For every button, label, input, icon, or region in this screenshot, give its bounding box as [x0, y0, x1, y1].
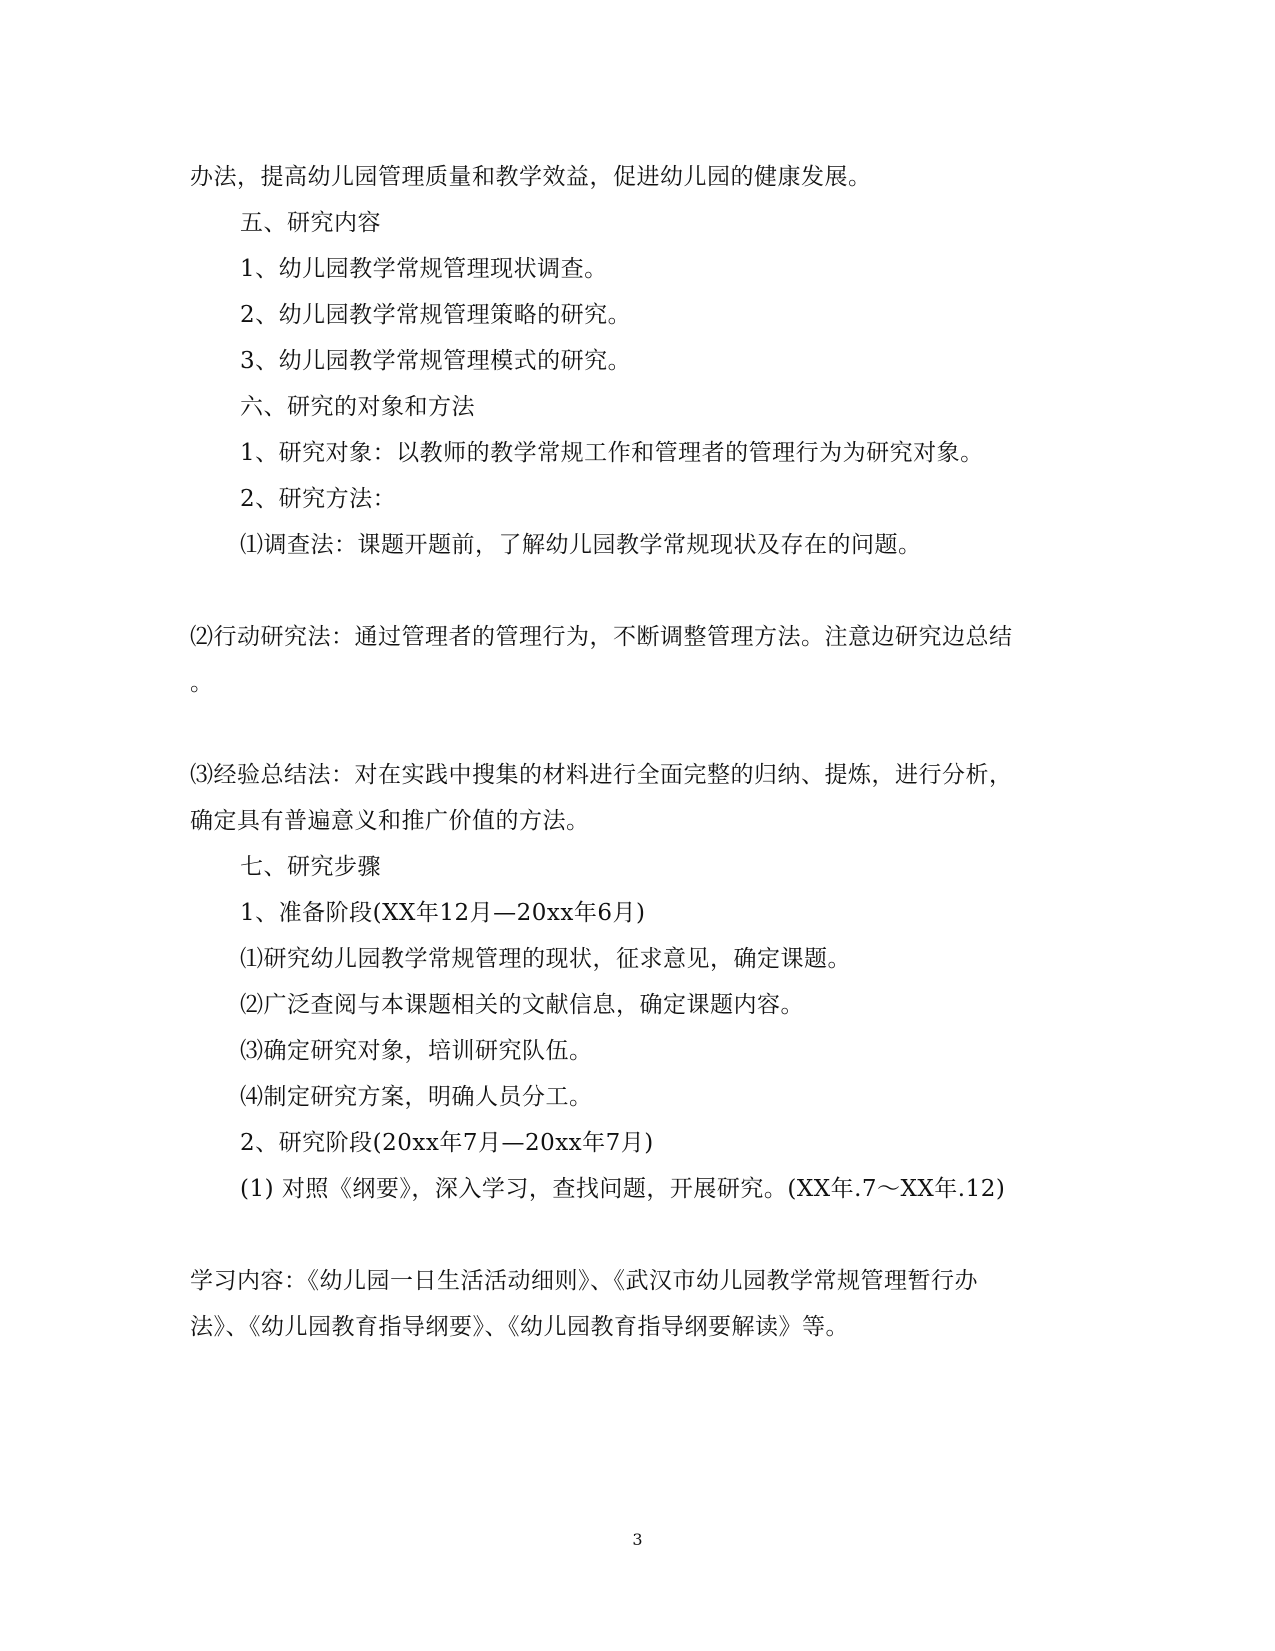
paragraph-continuation: 法》、《幼儿园教育指导纲要》、《幼儿园教育指导纲要解读》等。	[190, 1314, 849, 1340]
list-item: 1、幼儿园教学常规管理现状调查。	[240, 256, 608, 282]
list-item: 2、研究阶段(20xx年7月—20xx年7月)	[240, 1130, 654, 1156]
sub-list-item: ⑶确定研究对象，培训研究队伍。	[240, 1038, 593, 1064]
section-heading-7: 七、研究步骤	[240, 854, 381, 880]
list-item: 2、幼儿园教学常规管理策略的研究。	[240, 302, 632, 328]
paragraph-continuation: 办法，提高幼儿园管理质量和教学效益，促进幼儿园的健康发展。	[190, 164, 872, 190]
sub-list-item: ⑵广泛查阅与本课题相关的文献信息，确定课题内容。	[240, 992, 804, 1018]
sub-list-item: (1) 对照《纲要》，深入学习，查找问题，开展研究。(XX年.7～XX年.12)	[240, 1176, 1006, 1202]
list-item: 1、研究对象：以教师的教学常规工作和管理者的管理行为为研究对象。	[240, 440, 984, 466]
section-heading-5: 五、研究内容	[240, 210, 381, 236]
sub-list-item: ⑴调查法：课题开题前，了解幼儿园教学常规现状及存在的问题。	[240, 532, 922, 558]
sub-list-item: ⑵行动研究法：通过管理者的管理行为，不断调整管理方法。注意边研究边总结	[190, 624, 1013, 650]
sub-list-item: ⑴研究幼儿园教学常规管理的现状，征求意见，确定课题。	[240, 946, 851, 972]
list-item: 3、幼儿园教学常规管理模式的研究。	[240, 348, 632, 374]
paragraph-continuation: 确定具有普遍意义和推广价值的方法。	[190, 808, 590, 834]
sub-list-item: ⑷制定研究方案，明确人员分工。	[240, 1084, 593, 1110]
sub-list-item: ⑶经验总结法：对在实践中搜集的材料进行全面完整的归纳、提炼，进行分析，	[190, 762, 1013, 788]
list-item: 1、准备阶段(XX年12月—20xx年6月)	[240, 900, 646, 926]
paragraph-continuation: 。	[190, 670, 214, 696]
list-item: 2、研究方法：	[240, 486, 397, 512]
section-heading-6: 六、研究的对象和方法	[240, 394, 475, 420]
page-number: 3	[632, 1530, 643, 1549]
paragraph: 学习内容：《幼儿园一日生活活动细则》、《武汉市幼儿园教学常规管理暂行办	[190, 1268, 978, 1294]
